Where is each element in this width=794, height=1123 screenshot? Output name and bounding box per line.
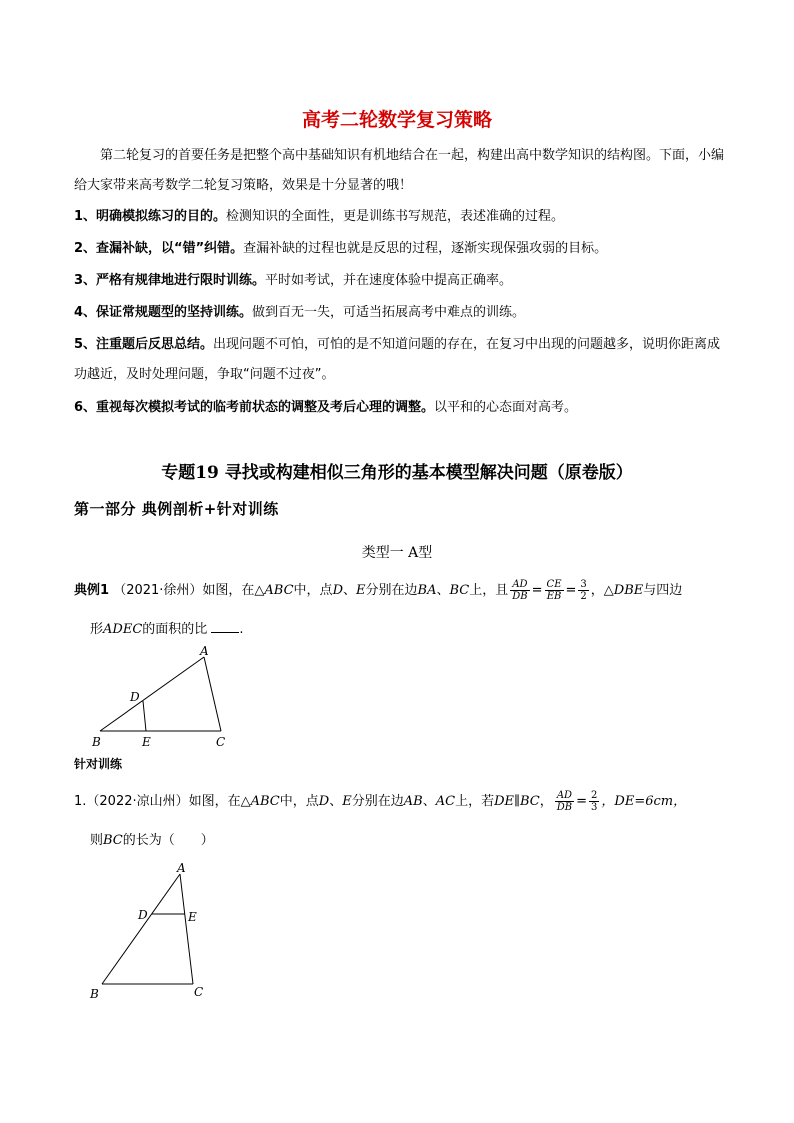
problem-text: 、 (422, 794, 436, 809)
problem-1 (74, 786, 724, 818)
fraction-num: AD (510, 579, 529, 591)
example-text: 、 (343, 583, 357, 598)
problem-source: （2022·凉山州） (86, 794, 189, 809)
math-var: E (342, 794, 352, 809)
fraction-num: 3 (580, 579, 587, 590)
math-var: BA (417, 583, 437, 598)
fraction (545, 579, 564, 602)
label-d: D (138, 908, 148, 922)
label-e: E (142, 735, 151, 749)
practice-heading: 针对训练 (74, 757, 123, 771)
math-var: D (332, 583, 343, 598)
fraction (578, 579, 588, 602)
example-text: 上，且 (469, 583, 509, 598)
label-a: A (200, 644, 209, 658)
problem-number: 1. (74, 794, 87, 809)
example-source: （2021·徐州） (113, 583, 203, 598)
page-title: 高考二轮数学复习策略 (301, 109, 492, 131)
strategy-item (74, 330, 724, 390)
problem-text: 、 (329, 794, 343, 809)
segment-ab (102, 874, 180, 984)
strategy-item (74, 298, 724, 328)
label-c: C (194, 985, 204, 999)
example-text: 中，点 (293, 583, 333, 598)
problem-text: 则 (90, 833, 104, 848)
equals: = (531, 583, 543, 598)
label-b: B (90, 987, 99, 1001)
section-title: 专题19 寻找或构建相似三角形的基本模型解决问题（原卷版） (161, 463, 633, 483)
math-var: D (318, 794, 330, 809)
strategy-text: 出现问题不可怕，可怕的是不知道问题的存在，在复习中出现的问题越多，说明你距离成功越近，及时处理问题，争取“问题不过夜”。 (74, 337, 721, 382)
example-text: 的面积的比 (142, 622, 208, 637)
fraction (555, 790, 574, 813)
math-var: ABC (250, 794, 280, 809)
math-expr: DE∥BC (494, 794, 540, 809)
fraction (589, 790, 599, 813)
strategy-bold: 2、查漏补缺，以“错”纠错。 (74, 241, 244, 256)
math-var: ADEC (103, 622, 143, 637)
math-var: DBE (613, 583, 644, 598)
strategy-item (74, 393, 724, 423)
answer-blank[interactable] (211, 620, 239, 633)
math-var: ABC (264, 583, 294, 598)
fraction-den: 3 (591, 802, 598, 813)
fraction-den: DB (512, 591, 528, 602)
label-d: D (130, 690, 140, 704)
problem-1-cont (90, 825, 740, 857)
math-var: BC (449, 583, 470, 598)
type-heading: 类型一 A型 (361, 545, 433, 561)
triangle-figure-1 (88, 643, 248, 751)
problem-text: 上，若 (455, 794, 495, 809)
fraction-den: EB (546, 591, 562, 602)
segment-ac (180, 874, 193, 984)
example-text: 分别在边 (365, 583, 418, 598)
example-text: 如图，在△ (202, 583, 265, 598)
strategy-item (74, 202, 724, 232)
equals: = (565, 583, 577, 598)
triangle-figure-2 (86, 858, 216, 1003)
strategy-text: 检测知识的全面性，更是训练书写规范，表述准确的过程。 (226, 209, 565, 224)
segment-ac (204, 657, 221, 731)
problem-text: 分别在边 (351, 794, 404, 809)
example-1-cont (90, 614, 740, 646)
math-var: BC (103, 833, 123, 848)
segment-de (143, 701, 146, 731)
segment-ba (100, 657, 204, 731)
part-heading: 第一部分 典例剖析+针对训练 (74, 500, 279, 518)
strategy-bold: 3、严格有规律地进行限时训练。 (74, 273, 266, 288)
strategy-item (74, 234, 724, 264)
strategy-text: 平时如考试，并在速度体验中提高正确率。 (265, 273, 513, 288)
math-var: AC (435, 794, 456, 809)
problem-text: 中，点 (279, 794, 319, 809)
example-text: . (239, 622, 244, 637)
example-1 (74, 575, 724, 607)
strategy-bold: 5、注重题后反思总结。 (74, 337, 214, 352)
label-e: E (188, 910, 197, 924)
math-expr: ，DE=6cm， (601, 794, 687, 809)
strategy-bold: 6、重视每次模拟考试的临考前状态的调整及考后心理的调整。 (74, 400, 435, 415)
example-label: 典例1 (74, 583, 110, 598)
example-text: ，△ (590, 583, 614, 598)
label-a: A (177, 861, 186, 875)
example-text: 、 (436, 583, 450, 598)
strategy-text: 以平和的心态面对高考。 (434, 400, 578, 415)
fraction-num: 2 (591, 790, 598, 801)
problem-text: ， (539, 794, 553, 809)
fraction-num: AD (555, 790, 574, 802)
math-var: AB (403, 794, 423, 809)
fraction-den: 2 (580, 591, 587, 602)
equals: = (576, 794, 588, 809)
strategy-item (74, 266, 724, 296)
strategy-text: 查漏补缺的过程也就是反思的过程，逐渐实现保强攻弱的目标。 (243, 241, 608, 256)
math-var: E (356, 583, 366, 598)
fraction (510, 579, 529, 602)
strategy-text: 做到百无一失，可适当拓展高考中难点的训练。 (252, 305, 526, 320)
intro-paragraph: 第二轮复习的首要任务是把整个高中基础知识有机地结合在一起，构建出高中数学知识的结构图。下面，小编给大家带来高考数学二轮复习策略，效果是十分显著的哦！ (74, 148, 725, 193)
problem-text: 的长为（ ） (122, 833, 214, 848)
strategy-bold: 4、保证常规题型的坚持训练。 (74, 305, 253, 320)
label-b: B (92, 735, 101, 749)
example-text: 与四边 (643, 583, 683, 598)
fraction-num: CE (546, 579, 562, 590)
example-text: 形 (90, 622, 104, 637)
strategy-bold: 1、明确模拟练习的目的。 (74, 209, 227, 224)
fraction-den: DB (556, 802, 573, 813)
problem-text: 如图，在△ (188, 794, 251, 809)
label-c: C (216, 735, 226, 749)
